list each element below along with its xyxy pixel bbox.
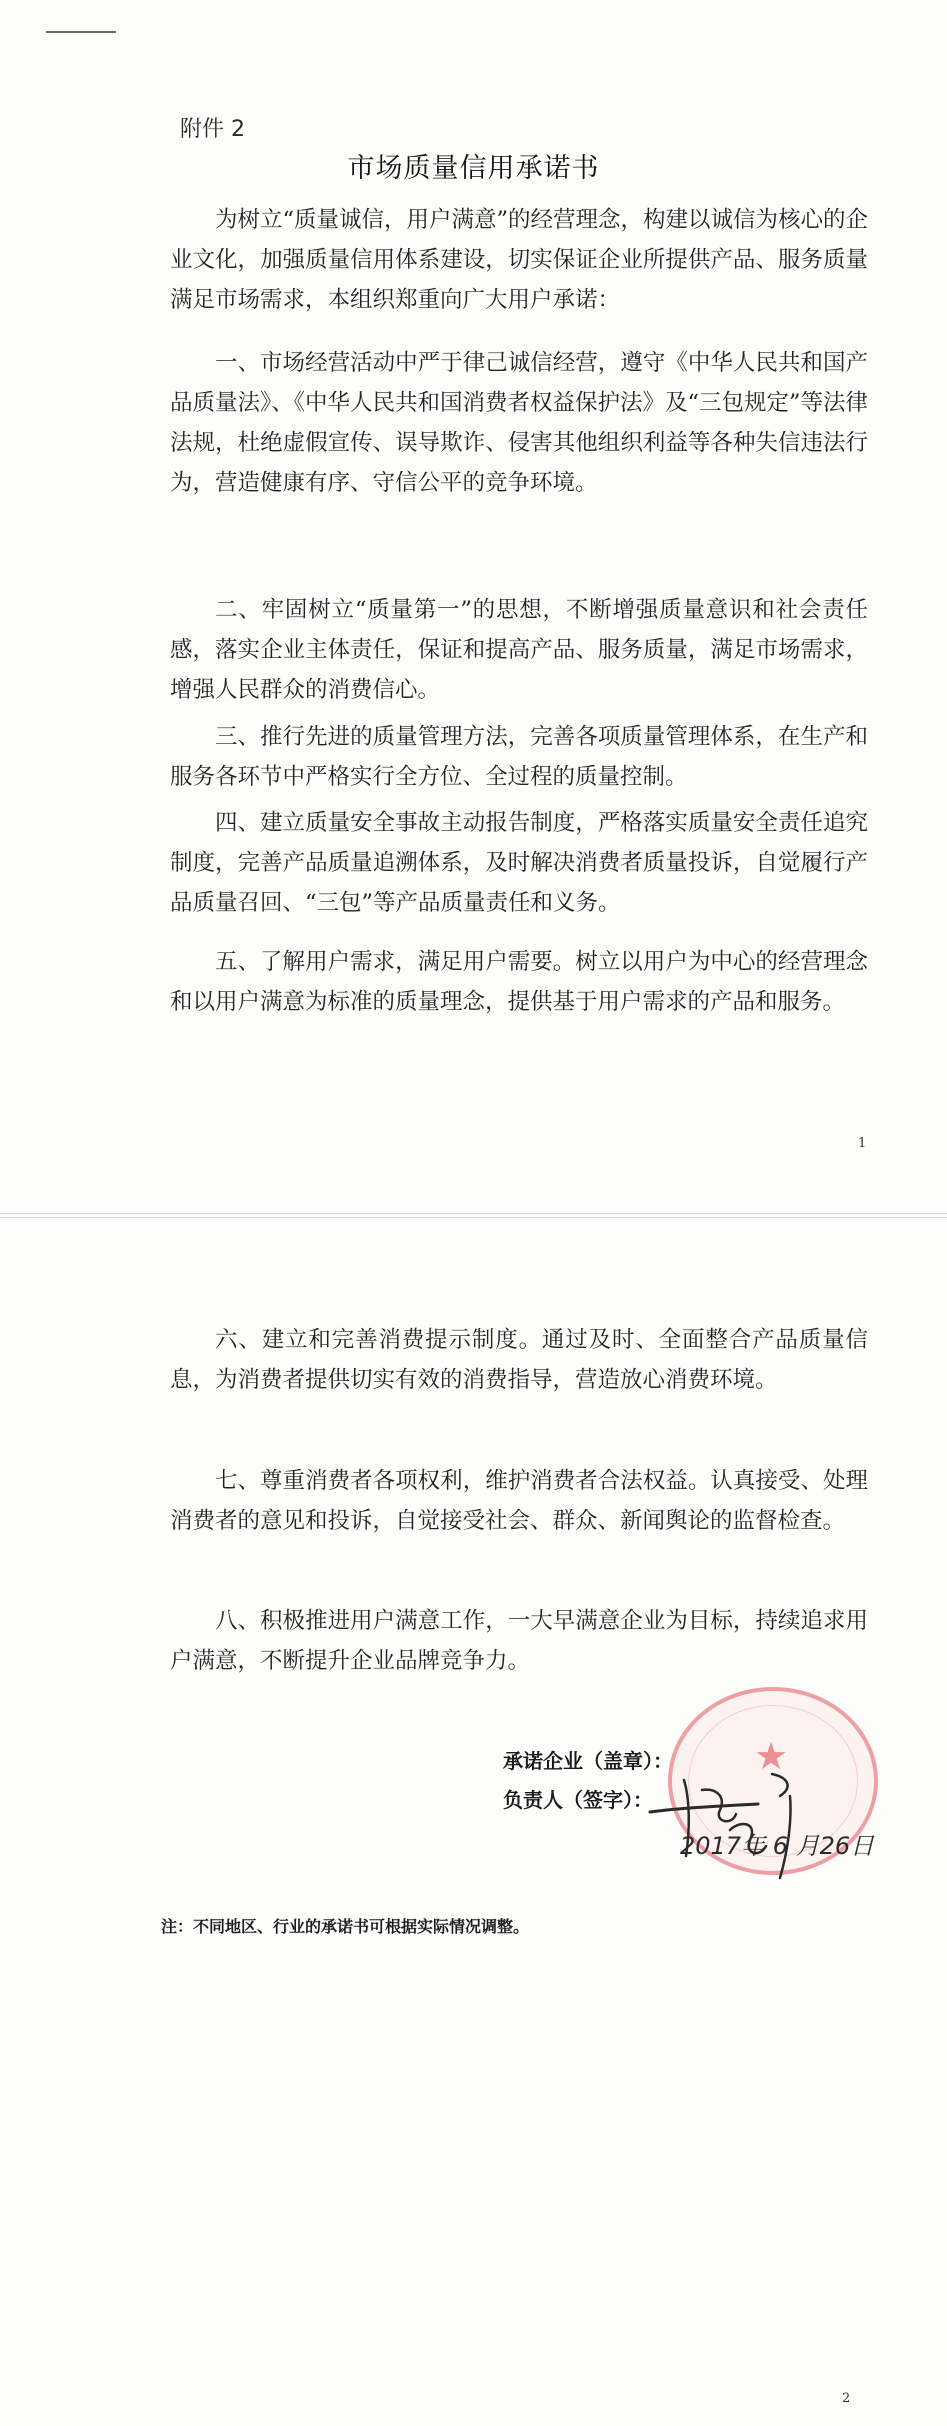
document-title: 市场质量信用承诺书 xyxy=(347,153,600,184)
commitment-item-7: 七、尊重消费者各项权利，维护消费者合法权益。认真接受、处理消费者的意见和投诉，自觉接受社会、群众、新闻舆论的监督检查。 xyxy=(170,1468,868,1534)
page-number-1: 1 xyxy=(858,1136,867,1151)
scan-mark xyxy=(46,31,116,33)
handwritten-signature xyxy=(640,1760,830,1890)
commitment-item-6: 六、建立和完善消费提示制度。通过及时、全面整合产品质量信息，为消费者提供切实有效的消费指导，营造放心消费环境。 xyxy=(170,1327,868,1393)
commitment-item-5: 五、了解用户需求，满足用户需要。树立以用户为中心的经营理念和以用户满意为标准的质量理念，提供基于用户需求的产品和服务。 xyxy=(170,949,868,1015)
page-number-2: 2 xyxy=(842,2391,851,2406)
intro-paragraph: 为树立“质量诚信，用户满意”的经营理念，构建以诚信为核心的企业文化，加强质量信用体系建设，切实保证企业所提供产品、服务质量满足市场需求，本组织郑重向广大用户承诺： xyxy=(170,207,869,313)
signing-date: 2017年 6 月26日 xyxy=(680,1832,875,1860)
seal-star-icon: ★ xyxy=(754,1734,789,1778)
responsible-person-label: 负责人（签字）： xyxy=(503,1788,653,1812)
attachment-label: 附件 2 xyxy=(180,117,245,142)
commitment-item-4: 四、建立质量安全事故主动报告制度，严格落实质量安全责任追究制度，完善产品质量追溯体系，及时解决消费者质量投诉，自觉履行产品质量召回、“三包”等产品质量责任和义务。 xyxy=(170,810,868,916)
commitment-item-1: 一、市场经营活动中严于律己诚信经营，遵守《中华人民共和国产品质量法》、《中华人民共和国消费者权益保护法》及“三包规定”等法律法规，杜绝虚假宣传、误导欺诈、侵害其他组织利益等各种失信违法行为，营造健康有序、守信公平的竞争环境。 xyxy=(170,350,869,496)
commitment-item-3: 三、推行先进的质量管理方法，完善各项质量管理体系，在生产和服务各环节中严格实行全方位、全过程的质量控制。 xyxy=(170,724,868,790)
commitment-item-2: 二、牢固树立“质量第一”的思想，不断增强质量意识和社会责任感，落实企业主体责任，保证和提高产品、服务质量，满足市场需求，增强人民群众的消费信心。 xyxy=(170,597,868,703)
footnote: 注：不同地区、行业的承诺书可根据实际情况调整。 xyxy=(161,1917,530,1936)
company-seal-label: 承诺企业（盖章）： xyxy=(503,1749,673,1773)
commitment-item-8: 八、积极推进用户满意工作，一大早满意企业为目标，持续追求用户满意，不断提升企业品牌竞争力。 xyxy=(170,1608,868,1674)
